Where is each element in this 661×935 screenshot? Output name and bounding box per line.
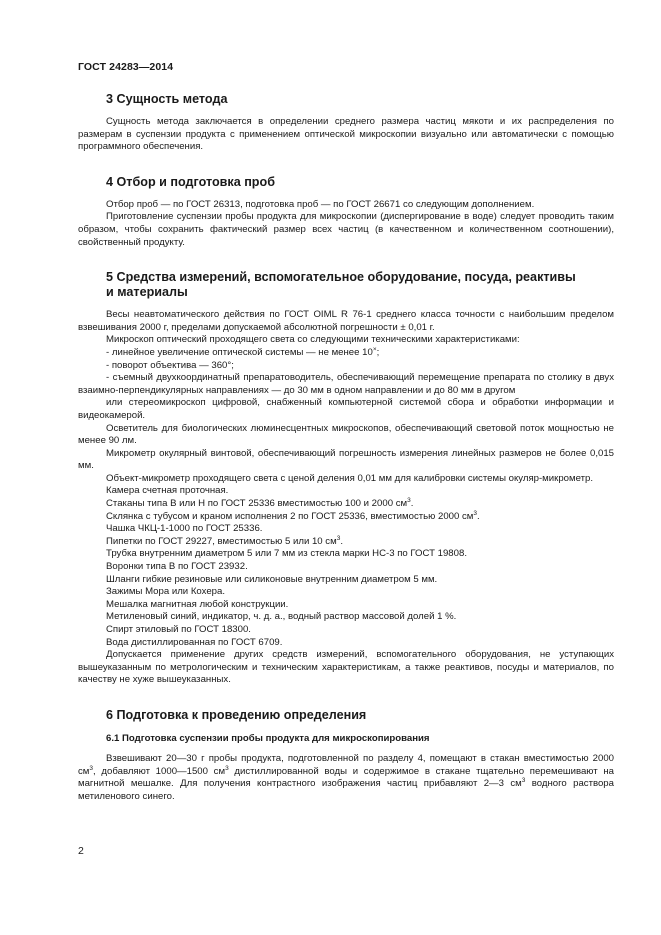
document-body [78, 92, 614, 803]
section-5-title-line1: 5 Средства измерений, вспомогательное оборудование, посуда, реактивы [106, 270, 576, 285]
section-5-paragraph: Микрометр окулярный винтовой, обеспечивающий погрешность измерения линейных размеров не более 0,015 мм. [78, 447, 614, 472]
section-5-paragraph: Вода дистиллированная по ГОСТ 6709. [106, 636, 283, 648]
section-5-paragraph: Склянка с тубусом и краном исполнения 2 по ГОСТ 25336, вместимостью 2000 $см^3$. [106, 509, 480, 522]
section-5-paragraph: Допускается применение других средств измерений, вспомогательного оборудования, не уступающих вышеуказанным по метрологическим и техническим характеристикам, а также реактивов, посуды и материалов, по качеству не хуже вышеуказанных. [78, 649, 614, 686]
section-5-paragraph: Метиленовый синий, индикатор, ч. д. а., водный раствор массовой долей 1 %. [106, 611, 457, 623]
section-5-paragraph: Спирт этиловый по ГОСТ 18300. [106, 624, 251, 635]
section-5-paragraph: Камера счетная проточная. [106, 485, 229, 497]
section-5-paragraph: Воронки типа В по ГОСТ 23932. [106, 561, 248, 573]
section-5-paragraph: Зажимы Мора или Кохера. [106, 586, 225, 598]
section-5-paragraph: Микроскоп оптический проходящего света со следующими техническими характеристиками: [106, 334, 520, 346]
subsection-6-1-title: 6.1 Подготовка суспензии пробы продукта для микроскопирования [106, 732, 430, 744]
section-5-paragraph: - линейное увеличение оптической системы — не менее 10×; [106, 345, 380, 358]
section-5-paragraph: или стереомикроскоп цифровой, снабженный компьютерной системой сбора и обработки информации и видеокамерой. [78, 397, 614, 421]
section-5-paragraph: Весы неавтоматического действия по ГОСТ OIML R 76-1 среднего класса точности с наибольшим пределом взвешивания 2000 г, пределами допускаемой абсолютной погрешности ± 0,01 г. [78, 309, 614, 333]
section-5-paragraph: Шланги гибкие резиновые или силиконовые внутренним диаметром 5 мм. [106, 573, 438, 585]
section-5-title-line2: и материалы [106, 285, 188, 300]
section-3-paragraph: Сущность метода заключается в определении среднего размера частиц мякоти и их распределения по размерам в суспензии продукта с применением оптической микроскопии визуально или автоматически с помощью программного обеспечения. [78, 116, 614, 153]
page-number: 2 [78, 845, 84, 857]
section-4-paragraph: Приготовление суспензии пробы продукта для микроскопии (диспергирование в воде) следует проводить таким образом, чтобы сохранить фактический размер всех частиц (в качественном и количественном соотношении), свойственный продукту. [78, 211, 614, 248]
section-5-paragraph: - съемный двухкоординатный препаратоводитель, обеспечивающий перемещение препарата по столику в двух взаимно-перпендикулярных направлениях — до 30 мм в одном направлении и до 80 мм в другом [78, 372, 614, 396]
section-5-paragraph: Трубка внутренним диаметром 5 или 7 мм из стекла марки НС-3 по ГОСТ 19808. [106, 548, 467, 560]
section-6-paragraph: Взвешивают 20—30 г пробы продукта, подготовленной по разделу 4, помещают в стакан вместимостью 2000 $см^3$, добавляют 1000—1500 $см^3$ дистиллированной воды и содержимое в стакане тщательно перемешивают на магнитной мешалке. Для получения контрастного изображения частиц прибавляют 2—3 $см^3$ водного раствора метиленового синего. [78, 752, 614, 802]
section-6-title: 6 Подготовка к проведению определения [106, 707, 367, 722]
section-5-paragraph: Стаканы типа В или Н по ГОСТ 25336 вместимостью 100 и 2000 $см^3$. [106, 496, 414, 510]
section-5-paragraph: Мешалка магнитная любой конструкции. [106, 598, 289, 610]
section-4-title: 4 Отбор и подготовка проб [106, 174, 275, 189]
document-header: ГОСТ 24283—2014 [78, 61, 174, 73]
section-5-paragraph: Осветитель для биологических люминесцентных микроскопов, обеспечивающий световой поток мощностью не менее 90 лм. [78, 422, 614, 447]
section-5-paragraph: Объект-микрометр проходящего света с ценой деления 0,01 мм для калибровки системы окуляр-микрометр. [106, 472, 594, 484]
section-5-paragraph: - поворот объектива — 360°; [106, 359, 234, 371]
section-5-paragraph: Чашка ЧКЦ-1-1000 по ГОСТ 25336. [106, 523, 263, 535]
section-5-paragraph: Пипетки по ГОСТ 29227, вместимостью 5 или 10 $см^3$. [106, 534, 344, 547]
section-5-title [78, 270, 614, 300]
section-4-paragraph: Отбор проб — по ГОСТ 26313, подготовка проб — по ГОСТ 26671 со следующим дополнением. [106, 198, 535, 210]
section-3-title: 3 Сущность метода [106, 92, 228, 106]
